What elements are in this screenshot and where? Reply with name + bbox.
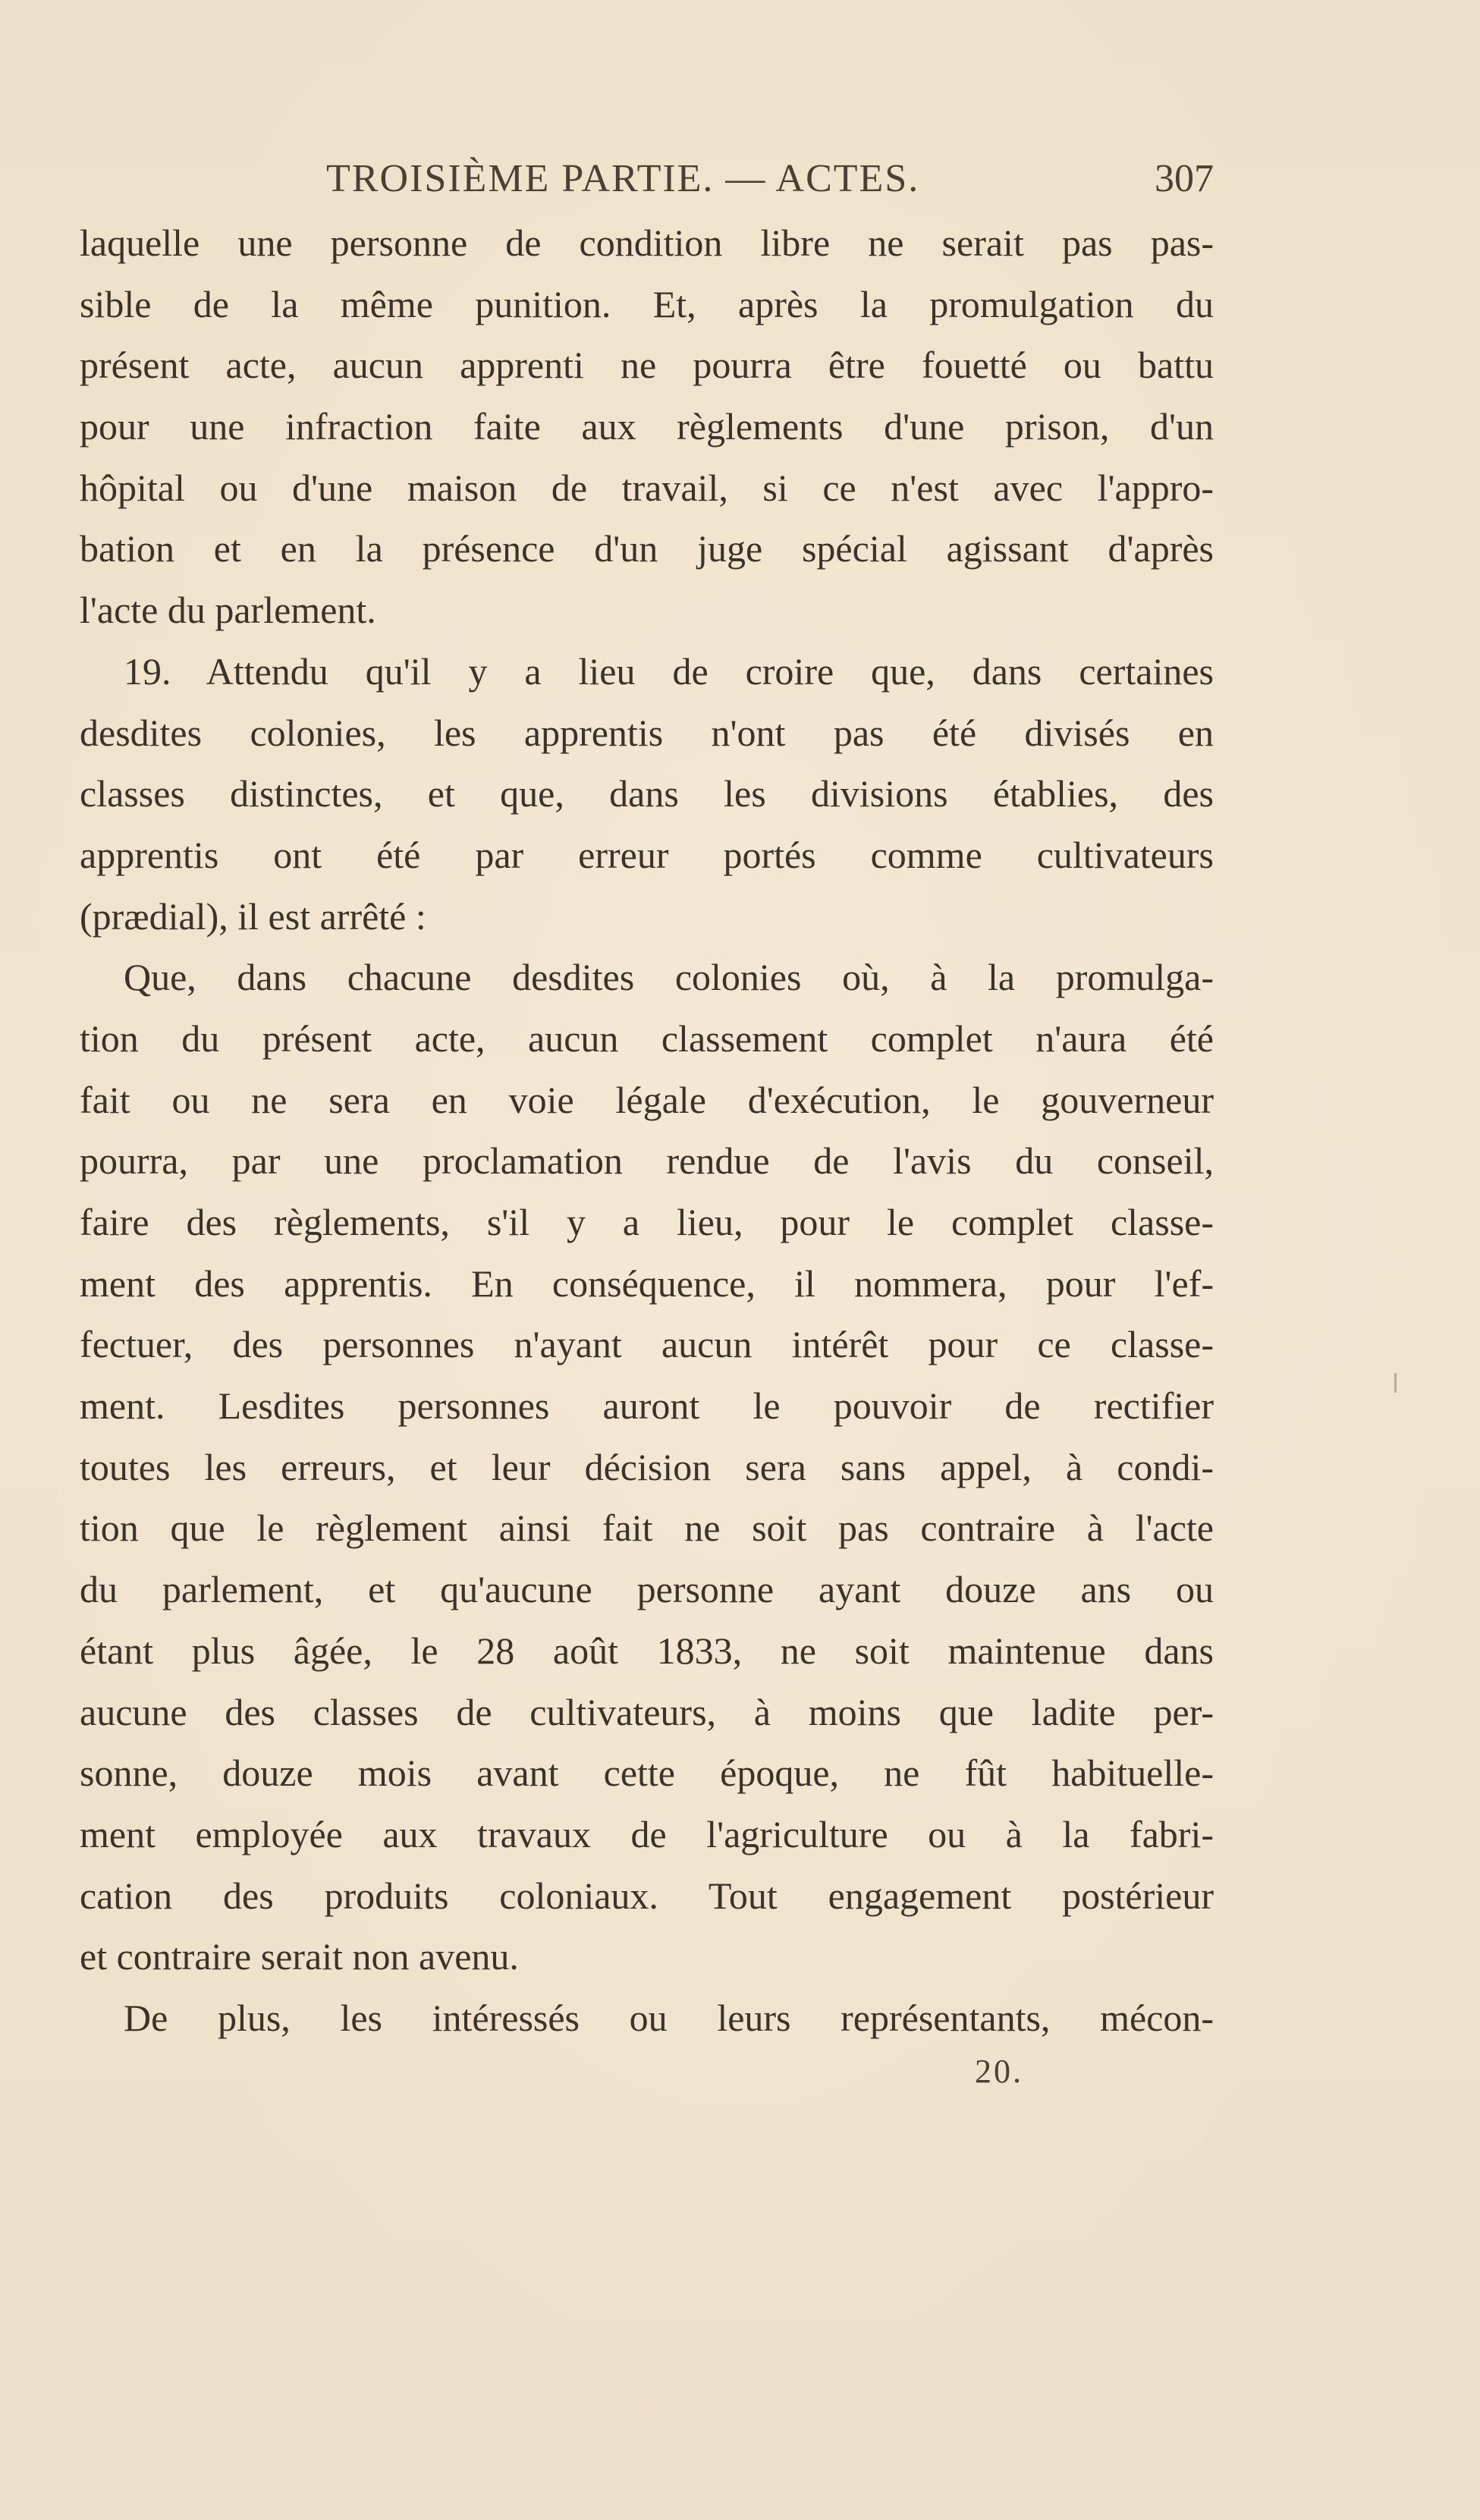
body-text [80, 212, 1214, 2049]
signature-mark: 20. [975, 2053, 1023, 2090]
text-line: pour une infraction faite aux règlements d'une prison, d'un [80, 405, 1214, 448]
text-line: hôpital ou d'une maison de travail, si ce n'est avec l'appro- [80, 466, 1214, 509]
text-line: présent acte, aucun apprenti ne pourra être fouetté ou battu [80, 344, 1214, 387]
text-line: du parlement, et qu'aucune personne ayant douze ans ou [80, 1568, 1214, 1611]
text-line: et contraire serait non avenu. [80, 1935, 519, 1978]
text-line: De plus, les intéressés ou leurs représentants, mécon- [124, 1996, 1214, 2039]
text-line: ment des apprentis. En conséquence, il nommera, pour l'ef- [80, 1262, 1214, 1305]
text-line: l'acte du parlement. [80, 589, 376, 632]
text-line: sonne, douze mois avant cette époque, ne fût habituelle- [80, 1752, 1214, 1795]
text-line: desdites colonies, les apprentis n'ont pas été divisés en [80, 711, 1214, 754]
text-line: tion du présent acte, aucun classement complet n'aura été [80, 1016, 1214, 1060]
text-line: ment employée aux travaux de l'agriculture ou à la fabri- [80, 1812, 1214, 1855]
text-line: cation des produits coloniaux. Tout engagement postérieur [80, 1874, 1214, 1917]
text-line: (prædial), il est arrêté : [80, 894, 426, 938]
text-line: classes distinctes, et que, dans les divisions établies, des [80, 772, 1214, 815]
text-line: fait ou ne sera en voie légale d'exécution, le gouverneur [80, 1078, 1214, 1121]
text-line: fectuer, des personnes n'ayant aucun intérêt pour ce classe- [80, 1323, 1214, 1366]
page-number: 307 [1155, 157, 1214, 200]
text-line: faire des règlements, s'il y a lieu, pour le complet classe- [80, 1201, 1214, 1243]
text-line: toutes les erreurs, et leur décision sera sans appel, à condi- [80, 1445, 1214, 1488]
text-line: étant plus âgée, le 28 août 1833, ne soit maintenue dans [80, 1629, 1214, 1672]
text-line: ment. Lesdites personnes auront le pouvoir de rectifier [80, 1384, 1214, 1428]
text-line: 19. Attendu qu'il y a lieu de croire que, dans certaines [124, 649, 1214, 693]
text-line: sible de la même punition. Et, après la promulgation du [80, 282, 1214, 325]
text-line: laquelle une personne de condition libre ne serait pas pas- [80, 222, 1214, 264]
text-line: Que, dans chacune desdites colonies où, à la promulga- [124, 956, 1214, 999]
paper-mark [1394, 1373, 1397, 1393]
text-line: aucune des classes de cultivateurs, à moins que ladite per- [80, 1690, 1214, 1733]
running-title: TROISIÈME PARTIE. — ACTES. [326, 157, 920, 200]
page-header [76, 152, 1214, 205]
text-line: tion que le règlement ainsi fait ne soit pas contraire à l'acte [80, 1507, 1214, 1550]
text-line: apprentis ont été par erreur portés comme cultivateurs [80, 833, 1214, 876]
text-line: bation et en la présence d'un juge spécial agissant d'après [80, 527, 1214, 570]
text-line: pourra, par une proclamation rendue de l'avis du conseil, [80, 1139, 1214, 1183]
